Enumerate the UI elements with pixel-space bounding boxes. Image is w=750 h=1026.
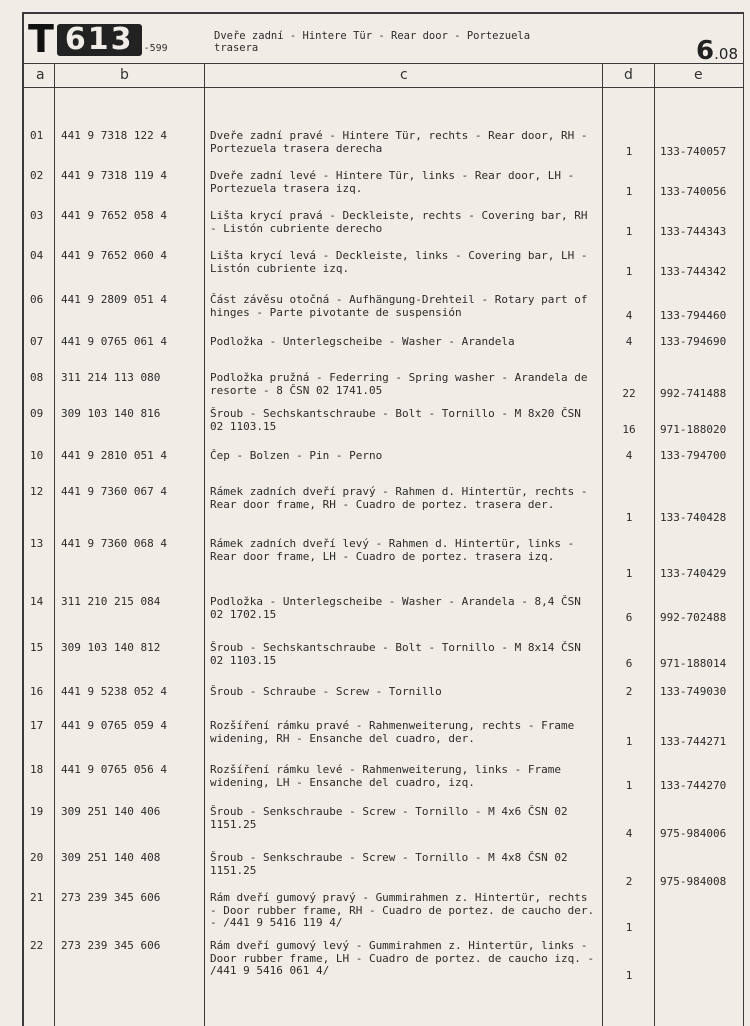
quantity: 6 (625, 657, 633, 670)
row-index: 17 (30, 719, 44, 732)
column-header-row (24, 64, 744, 88)
row-index: 14 (30, 595, 44, 608)
page-number-minor: .08 (714, 45, 738, 63)
part-number: 311 210 215 084 (61, 595, 161, 608)
part-description: Lišta krycí levá - Deckleiste, links - Covering bar, LH - Listón cubriente izq. (210, 249, 588, 275)
quantity: 1 (625, 265, 633, 278)
quantity: 4 (625, 827, 633, 840)
quantity: 1 (625, 145, 633, 158)
part-description: Rám dveří gumový pravý - Gummirahmen z. Hintertür, rechts - Door rubber frame, RH - Cuadro de portez. de caucho der. - /441 9 5416 119 4/ (210, 891, 595, 929)
part-number: 311 214 113 080 (61, 371, 161, 384)
row-index: 08 (30, 371, 44, 384)
order-number: 971-188014 (660, 657, 727, 670)
order-number: 133-740056 (660, 185, 727, 198)
quantity: 1 (625, 779, 633, 792)
column-divider (602, 64, 603, 1026)
row-index: 15 (30, 641, 44, 654)
part-number: 441 9 7360 068 4 (61, 537, 167, 550)
part-description: Šroub - Senkschraube - Screw - Tornillo - M 4x6 ČSN 02 1151.25 (210, 805, 568, 831)
part-number: 441 9 2810 051 4 (61, 449, 167, 462)
row-index: 04 (30, 249, 44, 262)
order-number: 133-794700 (660, 449, 727, 462)
row-index: 02 (30, 169, 44, 182)
row-index: 01 (30, 129, 44, 142)
row-index: 12 (30, 485, 44, 498)
column-header-c: c (400, 67, 408, 83)
part-number: 441 9 0765 059 4 (61, 719, 167, 732)
part-description: Dveře zadní pravé - Hintere Tür, rechts - Rear door, RH - Portezuela trasera derecha (210, 129, 588, 155)
quantity: 6 (625, 611, 633, 624)
part-description: Podložka - Unterlegscheibe - Washer - Arandela - 8,4 ČSN 02 1702.15 (210, 595, 581, 621)
part-number: 441 9 7318 119 4 (61, 169, 167, 182)
order-number: 133-744270 (660, 779, 727, 792)
quantity: 1 (625, 225, 633, 238)
logo (28, 17, 168, 61)
quantity: 22 (622, 387, 636, 400)
row-index: 18 (30, 763, 44, 776)
part-description: Rozšíření rámku levé - Rahmenweiterung, links - Frame widening, LH - Ensanche del cuadro, izq. (210, 763, 561, 789)
part-number: 309 103 140 812 (61, 641, 161, 654)
part-number: 309 103 140 816 (61, 407, 161, 420)
part-description: Šroub - Schraube - Screw - Tornillo (210, 685, 442, 698)
order-number: 133-794690 (660, 335, 727, 348)
part-description: Dveře zadní levé - Hintere Tür, links - Rear door, LH - Portezuela trasera izq. (210, 169, 575, 195)
quantity: 2 (625, 875, 633, 888)
part-number: 441 9 0765 056 4 (61, 763, 167, 776)
part-number: 441 9 7652 058 4 (61, 209, 167, 222)
row-index: 06 (30, 293, 44, 306)
page-number (696, 36, 738, 66)
part-description: Podložka - Unterlegscheibe - Washer - Arandela (210, 335, 515, 348)
row-index: 21 (30, 891, 44, 904)
column-header-e: e (694, 67, 703, 83)
part-description: Podložka pružná - Federring - Spring washer - Arandela de resorte - 8 ČSN 02 1741.05 (210, 371, 588, 397)
quantity: 4 (625, 335, 633, 348)
part-number: 309 251 140 406 (61, 805, 161, 818)
page-title: Dveře zadní - Hintere Tür - Rear door - Portezuela trasera (214, 30, 531, 54)
order-number: 133-749030 (660, 685, 727, 698)
row-index: 20 (30, 851, 44, 864)
order-number: 133-744271 (660, 735, 727, 748)
row-index: 07 (30, 335, 44, 348)
order-number: 133-744342 (660, 265, 727, 278)
part-number: 441 9 2809 051 4 (61, 293, 167, 306)
part-description: Rozšíření rámku pravé - Rahmenweiterung, rechts - Frame widening, RH - Ensanche del cuadro, der. (210, 719, 575, 745)
row-index: 10 (30, 449, 44, 462)
order-number: 133-740428 (660, 511, 727, 524)
row-index: 03 (30, 209, 44, 222)
order-number: 992-741488 (660, 387, 727, 400)
column-header-b: b (120, 67, 129, 83)
part-description: Část závěsu otočná - Aufhängung-Drehteil - Rotary part of hinges - Parte pivotante de suspensión (210, 293, 588, 319)
part-description: Šroub - Sechskantschraube - Bolt - Tornillo - M 8x14 ČSN 02 1103.15 (210, 641, 581, 667)
logo-suffix: -599 (143, 43, 168, 54)
part-description: Čep - Bolzen - Pin - Perno (210, 449, 383, 462)
logo-letter: T (28, 17, 53, 61)
quantity: 4 (625, 449, 633, 462)
logo-model: 613 (57, 24, 142, 56)
quantity: 1 (625, 969, 633, 982)
row-index: 09 (30, 407, 44, 420)
part-number: 441 9 7318 122 4 (61, 129, 167, 142)
order-number: 133-744343 (660, 225, 727, 238)
column-header-d: d (624, 67, 633, 83)
quantity: 1 (625, 511, 633, 524)
column-divider (654, 64, 655, 1026)
quantity: 2 (625, 685, 633, 698)
row-index: 22 (30, 939, 44, 952)
part-number: 273 239 345 606 (61, 891, 161, 904)
column-header-a: a (36, 67, 45, 83)
quantity: 1 (625, 185, 633, 198)
page-number-major: 6 (696, 36, 715, 66)
order-number: 992-702488 (660, 611, 727, 624)
quantity: 1 (625, 921, 633, 934)
part-number: 441 9 7652 060 4 (61, 249, 167, 262)
quantity: 1 (625, 567, 633, 580)
part-description: Lišta krycí pravá - Deckleiste, rechts - Covering bar, RH - Listón cubriente derecho (210, 209, 588, 235)
order-number: 133-740429 (660, 567, 727, 580)
quantity: 4 (625, 309, 633, 322)
part-number: 309 251 140 408 (61, 851, 161, 864)
column-divider (204, 64, 205, 1026)
row-index: 19 (30, 805, 44, 818)
row-index: 16 (30, 685, 44, 698)
part-description: Rámek zadních dveří levý - Rahmen d. Hintertür, links - Rear door frame, LH - Cuadro de portez. trasera izq. (210, 537, 575, 563)
order-number: 133-794460 (660, 309, 727, 322)
catalog-page (22, 12, 744, 1026)
order-number: 133-740057 (660, 145, 727, 158)
quantity: 16 (622, 423, 636, 436)
part-number: 441 9 7360 067 4 (61, 485, 167, 498)
part-description: Šroub - Sechskantschraube - Bolt - Tornillo - M 8x20 ČSN 02 1103.15 (210, 407, 581, 433)
part-description: Šroub - Senkschraube - Screw - Tornillo - M 4x8 ČSN 02 1151.25 (210, 851, 568, 877)
quantity: 1 (625, 735, 633, 748)
order-number: 975-984006 (660, 827, 727, 840)
order-number: 971-188020 (660, 423, 727, 436)
part-number: 441 9 0765 061 4 (61, 335, 167, 348)
row-index: 13 (30, 537, 44, 550)
page-header (24, 12, 744, 64)
order-number: 975-984008 (660, 875, 727, 888)
part-number: 273 239 345 606 (61, 939, 161, 952)
part-number: 441 9 5238 052 4 (61, 685, 167, 698)
part-description: Rám dveří gumový levý - Gummirahmen z. Hintertür, links - Door rubber frame, LH - Cuadro de portez. de caucho izq. - /441 9 5416 061 4/ (210, 939, 595, 977)
part-description: Rámek zadních dveří pravý - Rahmen d. Hintertür, rechts - Rear door frame, RH - Cuadro de portez. trasera der. (210, 485, 588, 511)
